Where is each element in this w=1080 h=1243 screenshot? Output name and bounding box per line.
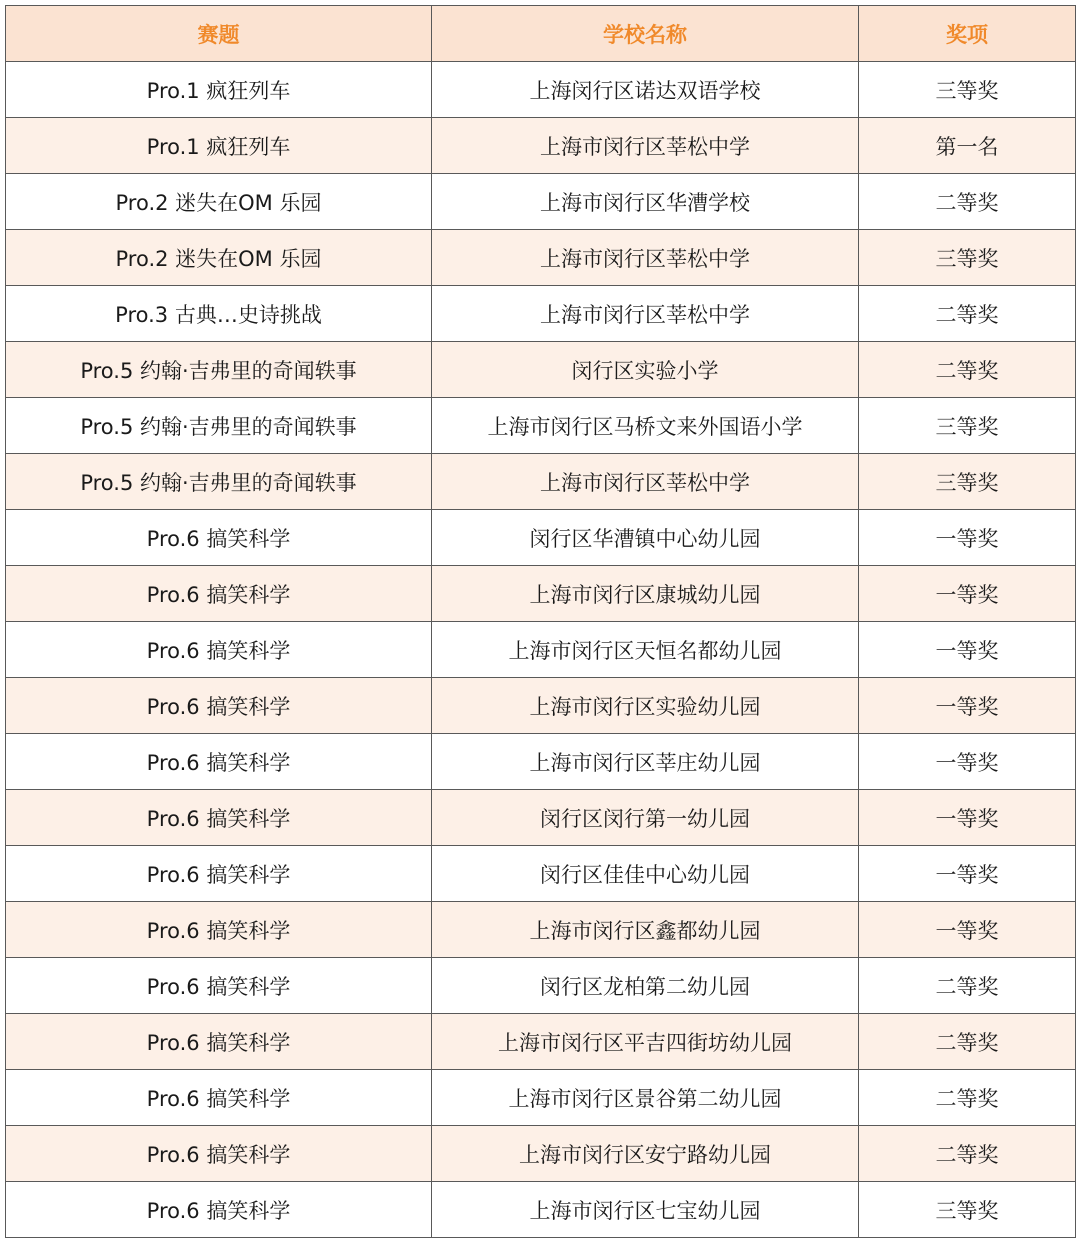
cell-problem: Pro.6 搞笑科学: [6, 1126, 432, 1182]
header-award: 奖项: [859, 6, 1076, 62]
cell-award: 一等奖: [859, 510, 1076, 566]
cell-award: 三等奖: [859, 62, 1076, 118]
cell-school-name: 上海闵行区诺达双语学校: [432, 62, 859, 118]
cell-award: 二等奖: [859, 1070, 1076, 1126]
cell-award: 二等奖: [859, 1126, 1076, 1182]
cell-problem: Pro.6 搞笑科学: [6, 958, 432, 1014]
table-row: [6, 62, 1076, 118]
cell-problem: Pro.6 搞笑科学: [6, 734, 432, 790]
cell-problem: Pro.5 约翰·吉弗里的奇闻轶事: [6, 398, 432, 454]
table-row: [6, 846, 1076, 902]
table-row: [6, 286, 1076, 342]
cell-problem: Pro.6 搞笑科学: [6, 1014, 432, 1070]
cell-award: 二等奖: [859, 286, 1076, 342]
cell-award: 三等奖: [859, 230, 1076, 286]
cell-problem: Pro.3 古典…史诗挑战: [6, 286, 432, 342]
table-row: [6, 1126, 1076, 1182]
cell-school-name: 上海市闵行区华漕学校: [432, 174, 859, 230]
cell-school-name: 闵行区实验小学: [432, 342, 859, 398]
cell-school-name: 上海市闵行区康城幼儿园: [432, 566, 859, 622]
table-row: [6, 510, 1076, 566]
cell-problem: Pro.6 搞笑科学: [6, 510, 432, 566]
cell-award: 三等奖: [859, 1182, 1076, 1238]
table-row: [6, 902, 1076, 958]
cell-award: 第一名: [859, 118, 1076, 174]
cell-award: 二等奖: [859, 1014, 1076, 1070]
cell-school-name: 闵行区闵行第一幼儿园: [432, 790, 859, 846]
cell-school-name: 上海市闵行区鑫都幼儿园: [432, 902, 859, 958]
cell-award: 二等奖: [859, 958, 1076, 1014]
cell-problem: Pro.6 搞笑科学: [6, 566, 432, 622]
cell-school-name: 上海市闵行区马桥文来外国语小学: [432, 398, 859, 454]
cell-problem: Pro.1 疯狂列车: [6, 118, 432, 174]
table-row: [6, 1182, 1076, 1238]
cell-school-name: 闵行区佳佳中心幼儿园: [432, 846, 859, 902]
cell-school-name: 上海市闵行区莘松中学: [432, 230, 859, 286]
cell-school-name: 上海市闵行区实验幼儿园: [432, 678, 859, 734]
cell-award: 一等奖: [859, 566, 1076, 622]
cell-award: 一等奖: [859, 846, 1076, 902]
cell-award: 一等奖: [859, 734, 1076, 790]
awards-table-container: [5, 5, 1075, 1238]
cell-award: 三等奖: [859, 454, 1076, 510]
cell-problem: Pro.2 迷失在OM 乐园: [6, 230, 432, 286]
table-row: [6, 118, 1076, 174]
table-row: [6, 958, 1076, 1014]
cell-school-name: 闵行区龙柏第二幼儿园: [432, 958, 859, 1014]
table-row: [6, 678, 1076, 734]
cell-award: 一等奖: [859, 902, 1076, 958]
table-row: [6, 398, 1076, 454]
header-problem: 赛题: [6, 6, 432, 62]
cell-school-name: 闵行区华漕镇中心幼儿园: [432, 510, 859, 566]
cell-problem: Pro.6 搞笑科学: [6, 678, 432, 734]
cell-problem: Pro.6 搞笑科学: [6, 622, 432, 678]
cell-problem: Pro.6 搞笑科学: [6, 1182, 432, 1238]
table-row: [6, 734, 1076, 790]
table-header-row: [6, 6, 1076, 62]
table-row: [6, 1014, 1076, 1070]
cell-problem: Pro.6 搞笑科学: [6, 846, 432, 902]
table-body: [6, 62, 1076, 1238]
cell-school-name: 上海市闵行区莘松中学: [432, 286, 859, 342]
cell-school-name: 上海市闵行区莘庄幼儿园: [432, 734, 859, 790]
table-row: [6, 790, 1076, 846]
table-row: [6, 174, 1076, 230]
awards-table: [5, 5, 1076, 1238]
cell-problem: Pro.5 约翰·吉弗里的奇闻轶事: [6, 454, 432, 510]
cell-award: 三等奖: [859, 398, 1076, 454]
cell-school-name: 上海市闵行区七宝幼儿园: [432, 1182, 859, 1238]
cell-award: 二等奖: [859, 174, 1076, 230]
cell-award: 一等奖: [859, 678, 1076, 734]
header-school-name: 学校名称: [432, 6, 859, 62]
cell-award: 一等奖: [859, 790, 1076, 846]
cell-problem: Pro.2 迷失在OM 乐园: [6, 174, 432, 230]
cell-school-name: 上海市闵行区安宁路幼儿园: [432, 1126, 859, 1182]
table-row: [6, 622, 1076, 678]
table-row: [6, 454, 1076, 510]
table-row: [6, 566, 1076, 622]
cell-problem: Pro.6 搞笑科学: [6, 790, 432, 846]
cell-school-name: 上海市闵行区平吉四街坊幼儿园: [432, 1014, 859, 1070]
cell-award: 一等奖: [859, 622, 1076, 678]
table-row: [6, 1070, 1076, 1126]
cell-problem: Pro.1 疯狂列车: [6, 62, 432, 118]
table-row: [6, 230, 1076, 286]
cell-school-name: 上海市闵行区莘松中学: [432, 454, 859, 510]
cell-school-name: 上海市闵行区莘松中学: [432, 118, 859, 174]
cell-award: 二等奖: [859, 342, 1076, 398]
cell-school-name: 上海市闵行区天恒名都幼儿园: [432, 622, 859, 678]
cell-problem: Pro.6 搞笑科学: [6, 902, 432, 958]
cell-school-name: 上海市闵行区景谷第二幼儿园: [432, 1070, 859, 1126]
table-row: [6, 342, 1076, 398]
cell-problem: Pro.5 约翰·吉弗里的奇闻轶事: [6, 342, 432, 398]
cell-problem: Pro.6 搞笑科学: [6, 1070, 432, 1126]
